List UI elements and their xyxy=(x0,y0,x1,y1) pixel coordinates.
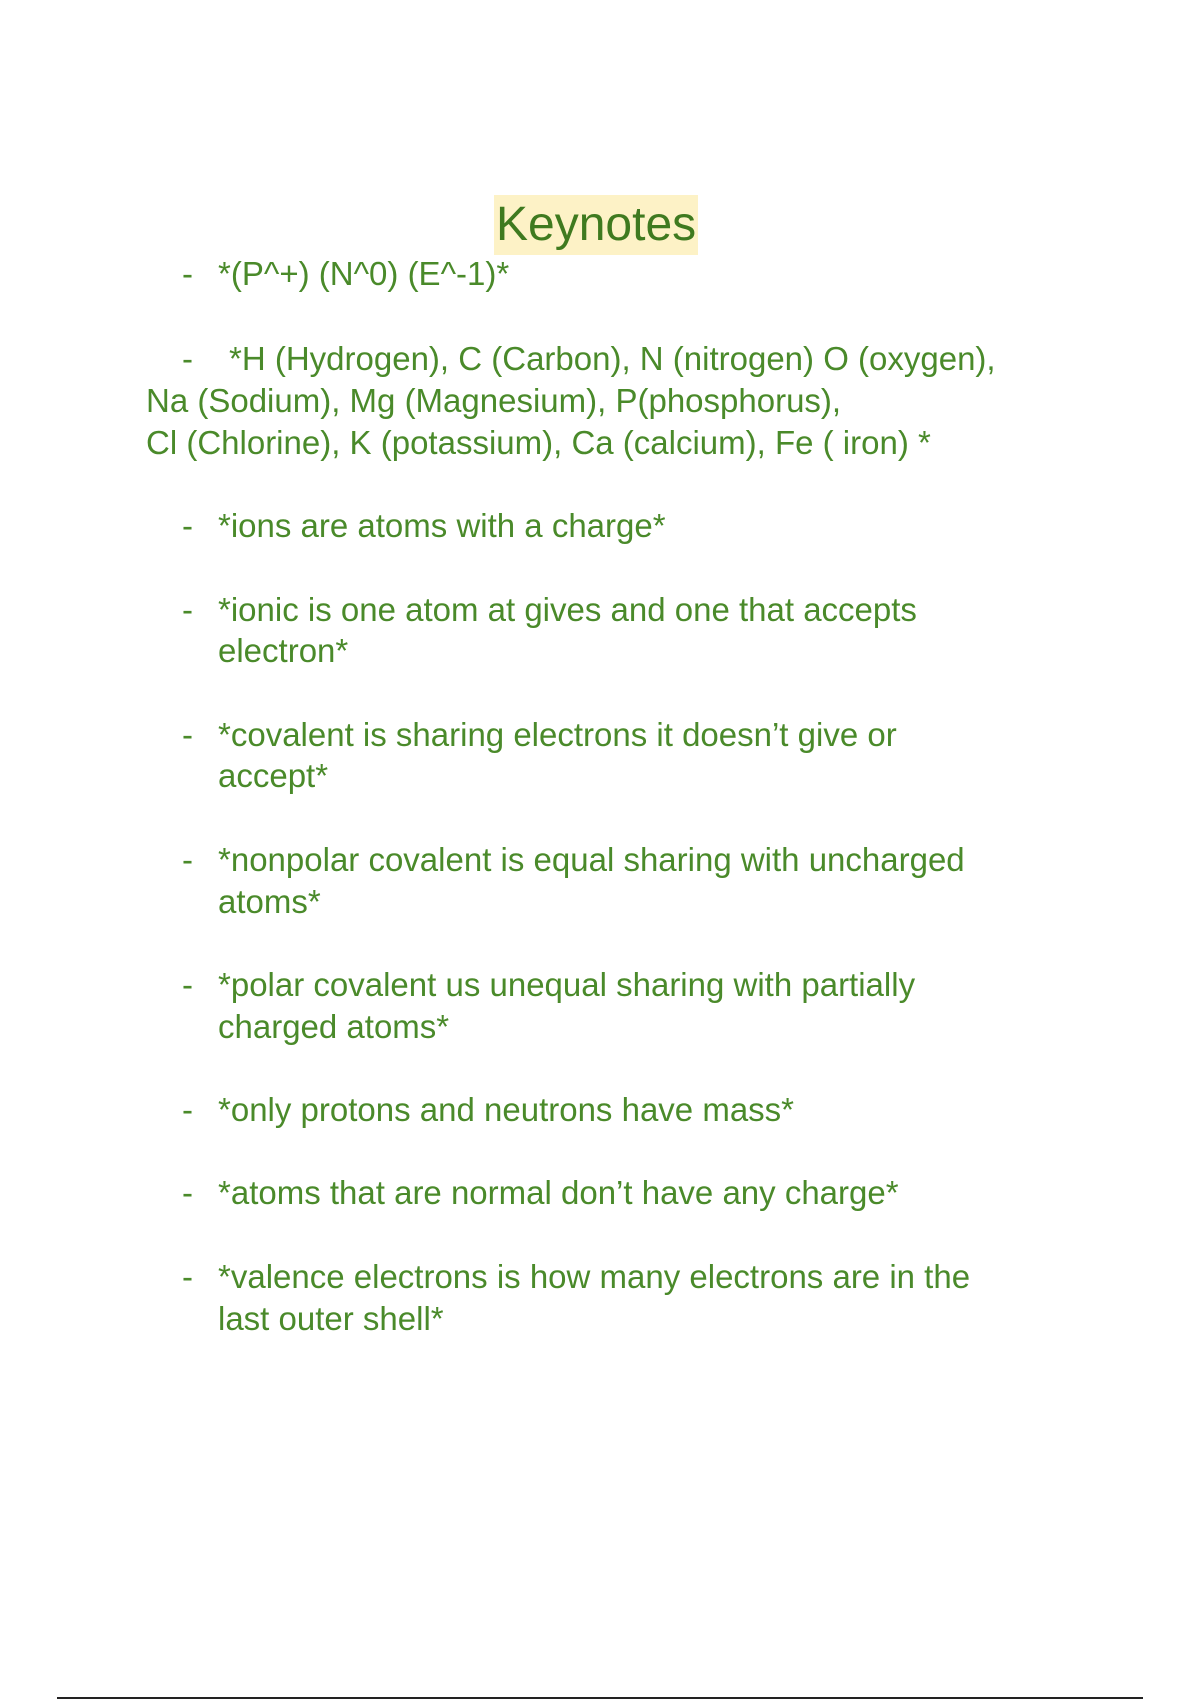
note-10-line-2: last outer shell* xyxy=(218,1300,444,1337)
bullet-dash: - xyxy=(182,1258,193,1295)
bullet-dash: - xyxy=(182,340,193,377)
note-4-line-1: *ionic is one atom at gives and one that accepts xyxy=(218,591,917,628)
bullet-dash: - xyxy=(182,507,193,544)
bullet-dash: - xyxy=(182,966,193,1003)
note-9-line-1: *atoms that are normal don’t have any charge* xyxy=(218,1174,899,1211)
note-1-line-1: *(P^+) (N^0) (E^-1)* xyxy=(218,255,510,292)
note-2-line-3: Cl (Chlorine), K (potassium), Ca (calcium), Fe ( iron) * xyxy=(146,424,931,461)
note-2-line-2: Na (Sodium), Mg (Magnesium), P(phosphorus), xyxy=(146,382,842,419)
note-4-line-2: electron* xyxy=(218,632,349,669)
bullet-dash: - xyxy=(182,1174,193,1211)
note-10-line-1: *valence electrons is how many electrons are in the xyxy=(218,1258,971,1295)
note-6-line-1: *nonpolar covalent is equal sharing with uncharged xyxy=(218,841,965,878)
note-2-line-1: *H (Hydrogen), C (Carbon), N (nitrogen) O (oxygen), xyxy=(229,340,996,377)
note-8-line-1: *only protons and neutrons have mass* xyxy=(218,1091,795,1128)
note-7-line-1: *polar covalent us unequal sharing with partially xyxy=(218,966,916,1003)
note-5-line-2: accept* xyxy=(218,757,329,794)
note-7-line-2: charged atoms* xyxy=(218,1008,450,1045)
bottom-divider xyxy=(57,1697,1143,1699)
bullet-dash: - xyxy=(182,591,193,628)
note-6-line-2: atoms* xyxy=(218,883,321,920)
bullet-dash: - xyxy=(182,716,193,753)
bullet-dash: - xyxy=(182,1091,193,1128)
bullet-dash: - xyxy=(182,841,193,878)
page-title: Keynotes xyxy=(494,195,698,255)
note-5-line-1: *covalent is sharing electrons it doesn’t give or xyxy=(218,716,897,753)
note-3-line-1: *ions are atoms with a charge* xyxy=(218,507,666,544)
bullet-dash: - xyxy=(182,255,193,292)
